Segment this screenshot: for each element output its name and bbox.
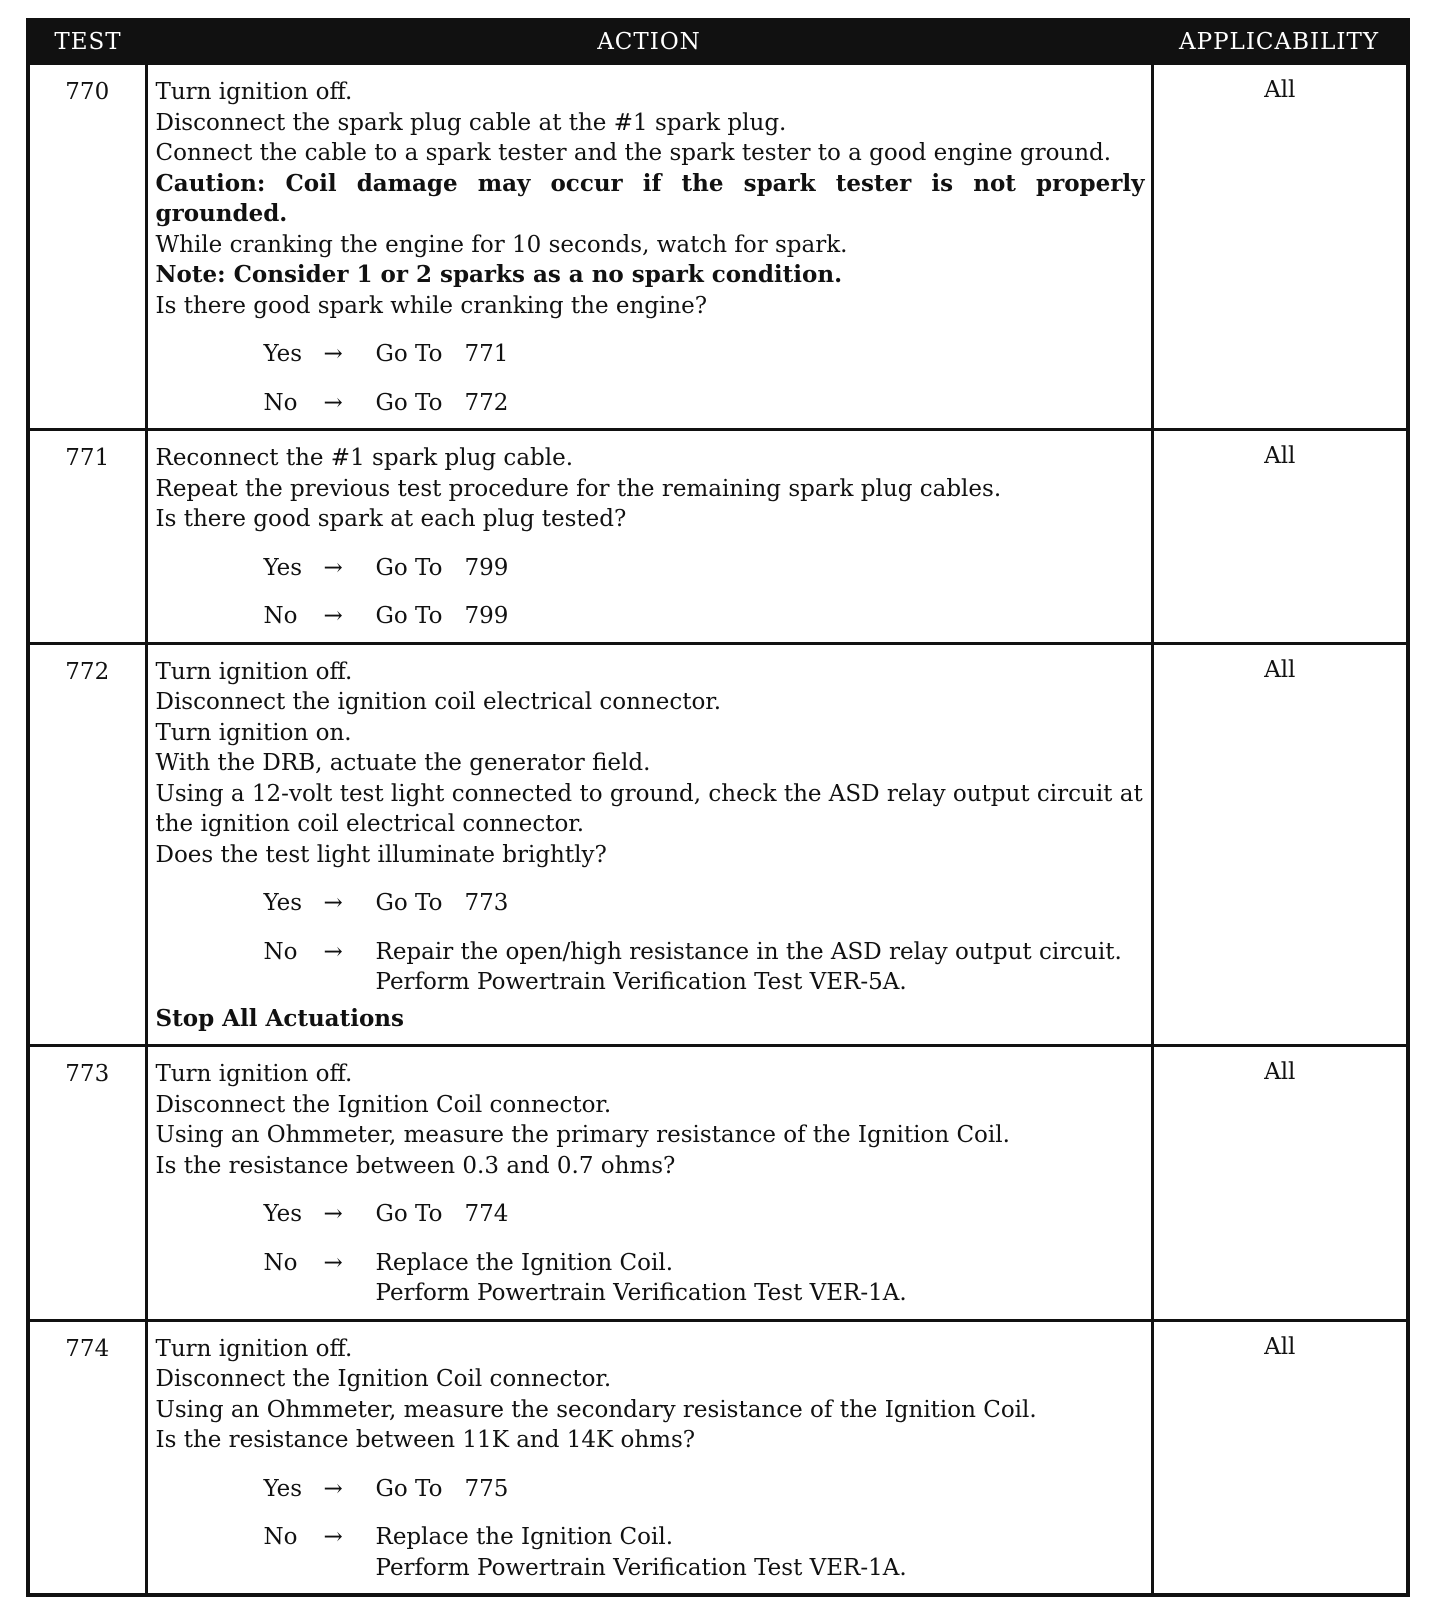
- branches: [156, 339, 1145, 418]
- test-number: 772: [28, 643, 146, 1046]
- diagnostic-sheet: [26, 18, 1406, 1597]
- step-text: Reconnect the #1 spark plug cable.: [155, 445, 574, 471]
- action-cell: [146, 643, 1152, 1046]
- no-label: No: [263, 938, 298, 965]
- caution-text: Caution: Coil damage may occur if the spark tester is not properly grounded.: [155, 169, 1145, 227]
- yes-branch: [264, 888, 1145, 919]
- yes-branch: [264, 339, 1145, 370]
- action-cell: [146, 430, 1152, 644]
- goto-target: 774: [464, 1201, 509, 1227]
- step-text: Turn ignition off.: [155, 1335, 353, 1362]
- test-number: 771: [28, 430, 146, 644]
- goto-text: Go To: [375, 389, 443, 416]
- step-text: Connect the cable to a spark tester and the spark tester to a good engine ground.: [155, 140, 1112, 166]
- step-text: With the DRB, actuate the generator field.: [155, 750, 651, 776]
- stop-actuations-note: Stop All Actuations: [155, 1004, 404, 1032]
- right-arrow-icon: →: [323, 938, 343, 965]
- step-text: Disconnect the Ignition Coil connector.: [155, 1091, 612, 1118]
- no-branch: [264, 1248, 1145, 1309]
- right-arrow-icon: →: [323, 554, 343, 581]
- applicability-value: All: [1152, 1320, 1408, 1595]
- yes-branch: [264, 553, 1145, 584]
- no-action-text: Perform Powertrain Verification Test VER-1A.: [375, 1554, 907, 1581]
- applicability-value: All: [1152, 643, 1408, 1046]
- question-text: Is there good spark while cranking the engine?: [155, 292, 708, 319]
- yes-branch: [264, 1474, 1145, 1505]
- table-row-770: [28, 64, 1408, 430]
- action-cell: [146, 1046, 1152, 1321]
- action-cell: [146, 1320, 1152, 1595]
- question-text: Is there good spark at each plug tested?: [155, 506, 627, 532]
- no-branch: [264, 1522, 1145, 1583]
- no-branch: [264, 388, 1145, 419]
- table-row-772: [28, 643, 1408, 1046]
- no-label: No: [263, 1249, 298, 1276]
- no-action-text: Replace the Ignition Coil.: [375, 1524, 674, 1550]
- branches: [156, 888, 1145, 998]
- no-label: No: [263, 389, 298, 416]
- step-text: Turn ignition off.: [155, 79, 353, 105]
- right-arrow-icon: →: [323, 341, 343, 367]
- no-label: No: [263, 603, 298, 629]
- test-number: 773: [28, 1046, 146, 1321]
- right-arrow-icon: →: [323, 389, 343, 416]
- step-text: Disconnect the ignition coil electrical connector.: [155, 689, 722, 715]
- goto-target: 772: [464, 389, 509, 416]
- header-applicability: APPLICABILITY: [1152, 20, 1408, 64]
- goto-text: Go To: [375, 341, 443, 367]
- action-cell: [146, 64, 1152, 430]
- diagnostic-table: [26, 18, 1410, 1597]
- right-arrow-icon: →: [323, 1249, 343, 1276]
- step-text: While cranking the engine for 10 seconds, watch for spark.: [155, 231, 848, 258]
- right-arrow-icon: →: [323, 890, 343, 916]
- goto-target: 771: [464, 341, 509, 367]
- header-test: TEST: [28, 20, 146, 64]
- yes-label: Yes: [263, 1475, 303, 1502]
- yes-label: Yes: [263, 890, 303, 916]
- no-branch: [264, 601, 1145, 632]
- goto-text: Go To: [375, 603, 443, 629]
- no-action-text: Perform Powertrain Verification Test VER-1A.: [375, 1280, 907, 1306]
- branches: [156, 1474, 1145, 1584]
- no-label: No: [263, 1524, 298, 1550]
- table-row-773: [28, 1046, 1408, 1321]
- branches: [156, 553, 1145, 632]
- question-text: Is the resistance between 0.3 and 0.7 ohms?: [155, 1152, 676, 1179]
- right-arrow-icon: →: [323, 603, 343, 629]
- header-action: ACTION: [146, 20, 1152, 64]
- step-text: Using an Ohmmeter, measure the secondary resistance of the Ignition Coil.: [155, 1396, 1037, 1423]
- step-text: Turn ignition on.: [155, 719, 352, 746]
- step-text: Disconnect the spark plug cable at the #1 spark plug.: [155, 109, 787, 136]
- note-text: Note: Consider 1 or 2 sparks as a no spark condition.: [155, 261, 843, 288]
- step-text: Disconnect the Ignition Coil connector.: [155, 1366, 612, 1392]
- goto-text: Go To: [375, 554, 443, 581]
- step-text: Turn ignition off.: [155, 658, 353, 685]
- yes-label: Yes: [263, 554, 303, 581]
- step-text: Turn ignition off.: [155, 1061, 353, 1087]
- goto-target: 799: [464, 554, 509, 581]
- test-number: 770: [28, 64, 146, 430]
- goto-text: Go To: [375, 890, 443, 916]
- yes-label: Yes: [263, 341, 303, 367]
- no-action-text: Perform Powertrain Verification Test VER-5A.: [375, 969, 907, 995]
- right-arrow-icon: →: [323, 1201, 343, 1227]
- question-text: Is the resistance between 11K and 14K ohms?: [155, 1427, 696, 1453]
- right-arrow-icon: →: [323, 1475, 343, 1502]
- yes-label: Yes: [263, 1201, 303, 1227]
- applicability-value: All: [1152, 64, 1408, 430]
- goto-target: 799: [464, 603, 509, 629]
- table-row-771: [28, 430, 1408, 644]
- step-text: Repeat the previous test procedure for the remaining spark plug cables.: [155, 475, 1002, 502]
- branches: [156, 1199, 1145, 1309]
- question-text: Does the test light illuminate brightly?: [155, 841, 607, 868]
- right-arrow-icon: →: [323, 1524, 343, 1550]
- step-text: Using an Ohmmeter, measure the primary resistance of the Ignition Coil.: [155, 1122, 1010, 1148]
- applicability-value: All: [1152, 430, 1408, 644]
- no-branch: [264, 937, 1145, 998]
- no-action-text: Replace the Ignition Coil.: [375, 1249, 674, 1276]
- test-number: 774: [28, 1320, 146, 1595]
- applicability-value: All: [1152, 1046, 1408, 1321]
- yes-branch: [264, 1199, 1145, 1230]
- goto-target: 773: [464, 890, 509, 916]
- no-action-text: Repair the open/high resistance in the ASD relay output circuit.: [375, 938, 1122, 965]
- goto-text: Go To: [375, 1475, 443, 1502]
- table-row-774: [28, 1320, 1408, 1595]
- goto-text: Go To: [375, 1201, 443, 1227]
- step-text: Using a 12-volt test light connected to ground, check the ASD relay output circuit at the ignition coil electrical connector.: [155, 780, 1143, 837]
- goto-target: 775: [464, 1475, 509, 1502]
- header-row: [28, 20, 1408, 64]
